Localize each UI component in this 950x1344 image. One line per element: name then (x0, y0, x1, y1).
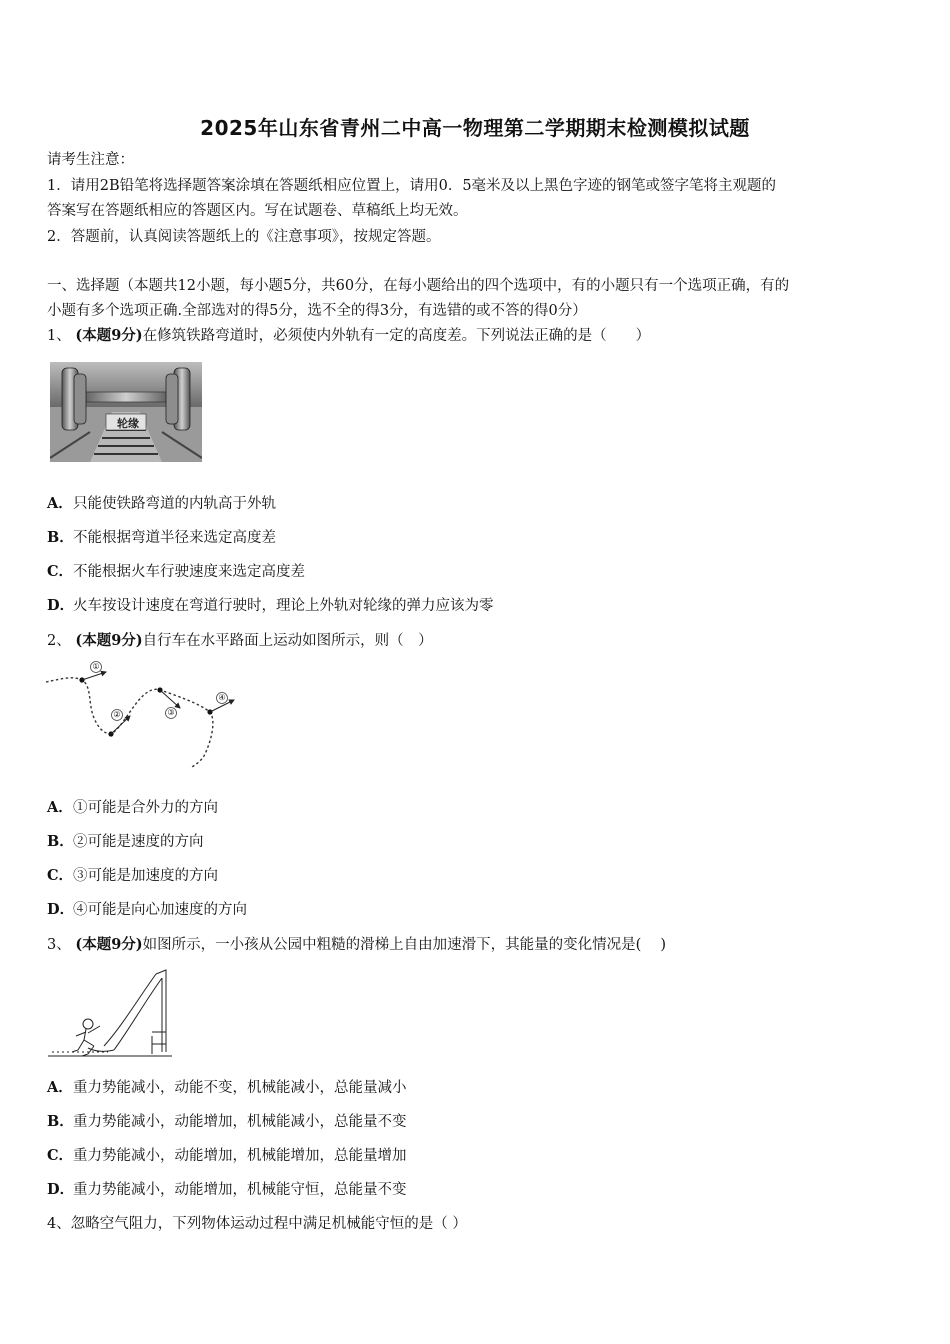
option-a: A．重力势能减小，动能不变，机械能减小，总能量减小 (47, 1079, 407, 1096)
option-c: C．③可能是加速度的方向 (47, 867, 218, 884)
section-heading-cont: 小题有多个选项正确.全部选对的得5分，选不全的得3分，有选错的或不答的得0分） (47, 303, 587, 319)
option-b: B．重力势能减小，动能增加，机械能减小，总能量不变 (47, 1113, 407, 1130)
question-text: 自行车在水平路面上运动如图所示，则（ ） (142, 633, 433, 649)
railway-wheel-figure (50, 362, 202, 462)
question-number: 3、 (47, 937, 71, 953)
option-d: D．重力势能减小，动能增加，机械能守恒，总能量不变 (47, 1181, 407, 1198)
question-text: 忽略空气阻力，下列物体运动过程中满足机械能守恒的是（ ） (70, 1216, 467, 1232)
option-d: D．火车按设计速度在弯道行驶时，理论上外轨对轮缘的弹力应该为零 (47, 597, 494, 614)
label-4: ④ (218, 693, 226, 702)
wheel-flange-label: 轮缘 (117, 417, 139, 430)
label-2: ② (113, 710, 121, 719)
question-3-stem (47, 935, 666, 955)
option-a: A．只能使铁路弯道的内轨高于外轨 (47, 495, 276, 512)
option-b: B．不能根据弯道半径来选定高度差 (47, 529, 276, 546)
notice-item: 2．答题前，认真阅读答题纸上的《注意事项》，按规定答题。 (47, 229, 441, 245)
option-c: C．重力势能减小，动能增加，机械能增加，总能量增加 (47, 1147, 407, 1164)
question-score: (本题9分) (75, 327, 143, 344)
question-number: 1、 (47, 328, 71, 344)
question-number: 2、 (47, 633, 71, 649)
label-3: ③ (167, 708, 175, 717)
label-1: ① (92, 662, 100, 671)
section-heading: 一、选择题（本题共12小题，每小题5分，共60分，在每小题给出的四个选项中，有的小题只有一个选项正确，有的 (47, 278, 790, 294)
notice-heading: 请考生注意： (47, 152, 134, 168)
option-c: C．不能根据火车行驶速度来选定高度差 (47, 563, 305, 580)
slide-child-figure (48, 966, 172, 1062)
option-d: D．④可能是向心加速度的方向 (47, 901, 247, 918)
question-text: 如图所示，一小孩从公园中粗糙的滑梯上自由加速滑下，其能量的变化情况是( ) (142, 937, 667, 953)
question-score: (本题9分) (75, 632, 143, 649)
bicycle-path-figure (44, 660, 240, 768)
notice-item: 1．请用2B铅笔将选择题答案涂填在答题纸相应位置上，请用0．5毫米及以上黑色字迹的钢笔或签字笔将主观题的 (47, 178, 777, 194)
question-score: (本题9分) (75, 936, 143, 953)
page-title: 2025年山东省青州二中高一物理第二学期期末检测模拟试题 (200, 116, 750, 140)
question-number: 4、 (47, 1216, 71, 1232)
question-2-stem (47, 631, 433, 651)
option-a: A．①可能是合外力的方向 (47, 799, 218, 816)
question-text: 在修筑铁路弯道时，必须使内外轨有一定的高度差。下列说法正确的是（ ） (142, 328, 651, 344)
option-b: B．②可能是速度的方向 (47, 833, 204, 850)
question-1-stem (47, 326, 650, 346)
question-4-stem (47, 1214, 467, 1234)
notice-item: 答案写在答题纸相应的答题区内。写在试题卷、草稿纸上均无效。 (47, 203, 468, 219)
